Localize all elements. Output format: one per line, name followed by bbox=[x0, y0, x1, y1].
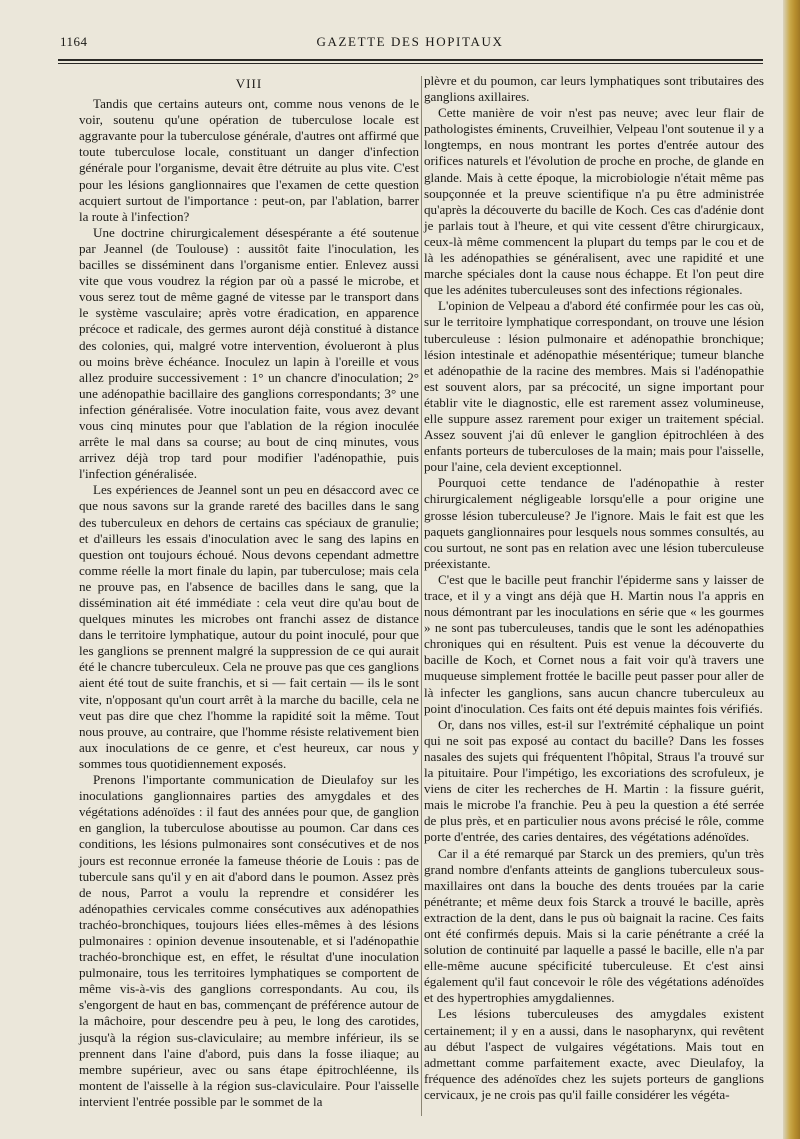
page-number: 1164 bbox=[60, 34, 88, 49]
paragraph: Tandis que certains auteurs ont, comme nous venons de le voir, soutenu qu'une opération de tuberculose locale est aggravante pour la tuberculose générale, d'autres ont affirmé que toute tuberculose locale, constituant un danger d'infection générale pour l'organisme, devait être détruite au plus vite. C'est pour les lésions ganglionnaires que l'examen de cette question acquiert surtout de l'importance : peut-on, par l'ablation, barrer la route à l'infection? bbox=[79, 96, 419, 224]
paragraph: L'opinion de Velpeau a d'abord été confirmée pour les cas où, sur le territoire lymphatique correspondant, on trouve une lésion tuberculeuse : lésion pulmonaire et adénopathie bronchique; lésion intestinale et adénopathie mésentérique; tumeur blanche et adénopathie de la racine des membres. Mais si l'adénopathie est souvent alors, par sa précocité, un signe important pour établir vite le diagnostic, elle est rarement assez volumineuse, elle suppure assez rarement pour exiger un traitement spécial. Assez souvent j'ai dû enlever le ganglion épitrochléen à des enfants porteurs de tuberculoses de la main; mais pour l'aisselle, pour l'aine, cela devient exceptionnel. bbox=[424, 298, 764, 475]
page-edge bbox=[783, 0, 800, 1139]
header-rule-thin bbox=[58, 63, 763, 64]
paragraph: Prenons l'importante communication de Dieulafoy sur les inoculations ganglionnaires parties des amygdales et des végétations adénoïdes : il faut des années pour que, de ganglion en ganglion, la tuberculose aboutisse au poumon. Car dans ces conditions, les lésions pulmonaires sont consécutives et de nos jours est reconnue erronée la fameuse théorie de Louis : pas de tubercule sans qu'il y en ait d'abord dans le poumon. Assez près de nous, Parrot a voulu la reprendre et considérer les adénopathies cervicales comme consécutives aux adénopathies trachéo-bronchiques, toujours liées elles-mêmes à des lésions pulmonaires : opinion devenue insoutenable, et si l'adénopathie trachéo-bronchique est, en effet, le résultat d'une inoculation pulmonaire, tous les territoires lymphatiques se comportent de même vis-à-vis des ganglions correspondants. Au cou, ils s'engorgent de haut en bas, commençant de préférence autour de la mâchoire, pour descendre peu à peu, le long des carotides, jusqu'à la région sus-claviculaire; au membre inférieur, ils se prennent dans l'aine d'abord, puis dans la fosse iliaque; au membre supérieur, avec ou sans étape épitrochléenne, ils montent de l'aisselle à la région sus-claviculaire. Pour l'aisselle intervient l'entrée possible par le sommet de la bbox=[79, 772, 419, 1109]
running-title: GAZETTE DES HOPITAUX bbox=[316, 34, 504, 49]
paragraph: Pourquoi cette tendance de l'adénopathie à rester chirurgicalement négligeable lorsqu'elle a pour origine une grosse lésion tuberculeuse? Je l'ignore. Mais le fait est que les paquets ganglionnaires pour lesquels nous sommes consultés, au cou surtout, ne sont pas en relation avec une lésion tuberculeuse préexistante. bbox=[424, 475, 764, 571]
paragraph: Cette manière de voir n'est pas neuve; avec leur flair de pathologistes éminents, Cruveilhier, Velpeau l'ont soutenue il y a longtemps, en nous montrant les portes d'entrée autour des orifices naturels et l'évolution de proche en proche, de glande en glande. Mais à cette époque, la microbiologie n'était même pas soupçonnée et la preuve scientifique n'a pu être administrée qu'après la découverte du bacille de Koch. Ces cas d'adénie dont je parlais tout à l'heure, et qui vite cessent d'être chirurgicaux, ceux-là même commencent la plupart du temps par le cou et de là les adénopathies se généralisent, avec une rapidité et une marche spéciales dont la cause nous échappe. Et l'on peut dire que les adénites tuberculeuses sont des infections régionales. bbox=[424, 105, 764, 298]
column-divider bbox=[421, 76, 422, 1116]
paragraph: Les expériences de Jeannel sont un peu en désaccord avec ce que nous savons sur la grande rareté des bacilles dans le sang des tuberculeux en dehors de certains cas spéciaux de granulie; et d'ailleurs les essais d'inoculation avec le sang des lapins en question ont toujours échoué. Nous devons cependant admettre comme réelle la mort finale du lapin, par tuberculose; mais cela ne prouve pas, en l'absence de bacilles dans le sang, que la dissémination ait été immédiate : cela veut dire qu'au bout de quelques minutes les microbes ont franchi assez de distance dans le territoire lymphatique, autour du point inoculé, pour que les ganglions se prennent malgré la suppression de ce qui aurait été le chancre tuberculeux. Cela ne prouve pas que ces ganglions aient été tout de suite franchis, et si — fait certain — ils le sont vite, n'opposant qu'un court arrêt à la marche du bacille, cela ne veut pas dire que chez l'homme la rapidité soit la même. Tout nous prouve, au contraire, que l'homme résiste relativement bien aux inoculations de ce genre, et c'est heureux, car nous y sommes tous quotidiennement exposés. bbox=[79, 482, 419, 771]
header-rule-thick bbox=[58, 59, 763, 61]
paragraph: Or, dans nos villes, est-il sur l'extrémité céphalique un point qui ne soit pas exposé au contact du bacille? Dans les fosses nasales des sujets qui fréquentent l'hôpital, Straus l'a trouvé sur la pituitaire. Pour l'impétigo, les excoriations des scrofuleux, je viens de citer les recherches de H. Martin : la fissure guérit, mais le microbe l'a franchie. Peu à peu la question a été serrée de plus près, et en particulier nous avons précisé le rôle, comme porte d'entrée, des caries dentaires, des végétations adénoïdes. bbox=[424, 716, 764, 845]
page-header bbox=[52, 32, 768, 54]
right-column bbox=[424, 73, 764, 1103]
left-column bbox=[79, 73, 419, 1110]
paragraph: Les lésions tuberculeuses des amygdales existent certainement; il y en a aussi, dans le nasopharynx, qui revêtent au début l'aspect de vulgaires végétations. Mais tout en admettant comme parfaitement exacte, avec Dieulafoy, la fréquence des adénoïdes chez les sujets porteurs de ganglions cervicaux, je ne crois pas qu'il faille considérer les végéta- bbox=[424, 1006, 764, 1102]
paragraph: Car il a été remarqué par Starck un des premiers, qu'un très grand nombre d'enfants atteints de ganglions tuberculeux sous-maxillaires ont dans la bouche des dents trouées par la carie pénétrante; et même deux fois Starck a trouvé le bacille, après extraction de la dent, dans le pus où baignait la racine. Ces faits ont été confirmés depuis. Mais si la carie pénétrante a créé la solution de continuité par laquelle a passé le bacille, elle n'a par elle-même aucune spécificité tuberculeuse. Et c'est ainsi également qu'il faut concevoir le rôle des végétations adénoïdes et des hypertrophies amygdaliennes. bbox=[424, 845, 764, 1006]
section-heading: VIII bbox=[235, 76, 263, 91]
paragraph-continued: plèvre et du poumon, car leurs lymphatiques sont tributaires des ganglions axillaires. bbox=[424, 73, 764, 105]
paragraph: C'est que le bacille peut franchir l'épiderme sans y laisser de trace, et il y a vingt ans déjà que H. Martin nous l'a appris en nous démontrant par les inoculations en série que « les gourmes » ne sont pas tuberculeuses, tandis que le sont les adénopathies chroniques qui en résultent. Puis est venue la découverte du bacille de Koch, et Cornet nous a fait voir qu'à travers une muqueuse simplement frottée le bacille peut passer pour aller de là infecter les ganglions, sans aucun chancre tuberculeux au point d'inoculation. Ces faits ont été depuis maintes fois vérifiés. bbox=[424, 571, 764, 716]
paragraph: Une doctrine chirurgicalement désespérante a été soutenue par Jeannel (de Toulouse) : aussitôt faite l'inoculation, les bacilles se disséminent dans l'organisme entier. Enlevez aussi vite que vous voudrez la région par où a passé le microbe, et vous serez tout de même gagné de vitesse par le transport dans le système vasculaire; après votre éradication, en apparence précoce et radicale, des germes auront déjà constitué à distance des colonies, qui, malgré votre intervention, évolueront à plus ou moins brève échéance. Inoculez un lapin à l'oreille et vous allez produire successivement : 1° un chancre d'inoculation; 2° une adénopathie bacillaire des ganglions correspondants; 3° une infection généralisée. Votre inoculation faite, vous avez devant vous cinq minutes pour que l'ablation de la région inoculée arrête le mal dans sa course; au bout de cinq minutes, vous arrivez déjà trop tard pour modifier l'adénopathie, puis l'infection généralisée. bbox=[79, 224, 419, 482]
